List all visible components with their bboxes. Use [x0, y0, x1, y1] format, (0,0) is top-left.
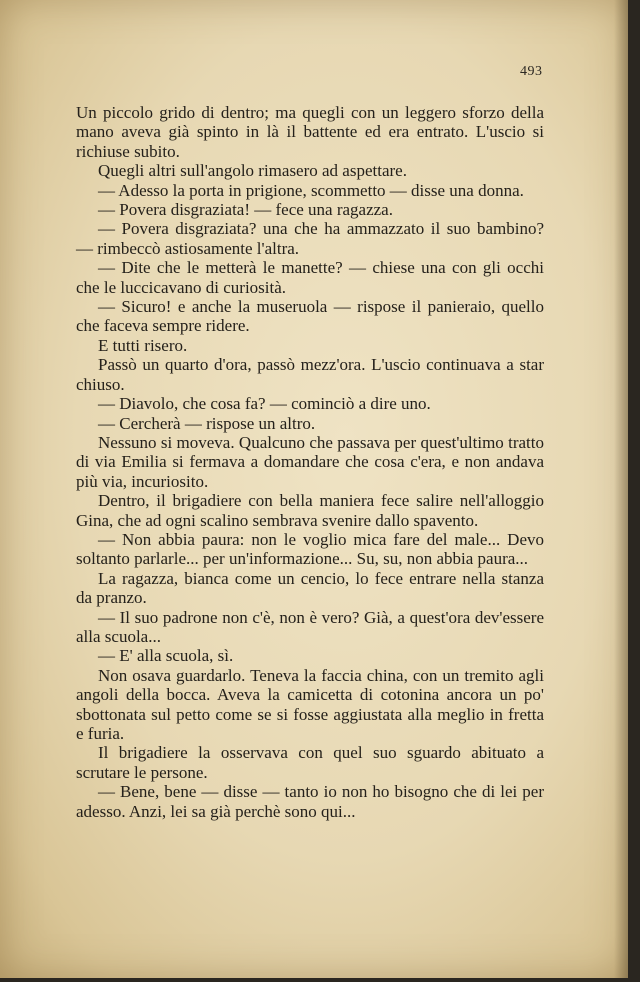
paragraph: E tutti risero.	[98, 335, 188, 355]
paragraph: Quegli altri sull'angolo rimasero ad aspettare.	[98, 161, 407, 181]
paragraph: — Povera disgraziata! — fece una ragazza.	[98, 200, 393, 220]
paragraph: — Bene, bene — disse — tanto io non ho bisogno che di lei per adesso. Anzi, lei sa già perchè sono qui...	[76, 782, 544, 821]
paragraph: Il brigadiere la osservava con quel suo sguardo abituato a scrutare le persone.	[76, 743, 544, 782]
paragraph: — Cercherà — rispose un altro.	[98, 413, 316, 433]
paragraph: La ragazza, bianca come un cencio, lo fece entrare nella stanza da pranzo.	[76, 568, 544, 608]
paragraph: — Dite che le metterà le manette? — chiese una con gli occhi che le luccicavano di curiosità.	[76, 258, 544, 297]
paragraph: — Povera disgraziata? una che ha ammazzato il suo bambino? — rimbeccò astiosamente l'altra.	[76, 219, 544, 258]
page-body-text	[76, 103, 544, 821]
page-number: 493	[520, 64, 543, 79]
paragraph: — Diavolo, che cosa fa? — cominciò a dire uno.	[98, 394, 431, 414]
paragraph: Non osava guardarlo. Teneva la faccia china, con un tremito agli angoli della bocca. Aveva la camicetta di cotonina ancora un po' sbottonata sul petto come se si fosse aggiustata alla meglio in fretta e furia.	[76, 665, 544, 743]
paragraph: — Non abbia paura: non le voglio mica fare del male... Devo soltanto parlarle... per un'informazione... Su, su, non abbia paura...	[76, 529, 544, 569]
paragraph: Passò un quarto d'ora, passò mezz'ora. L'uscio continuava a star chiuso.	[76, 355, 544, 394]
paragraph: Nessuno si moveva. Qualcuno che passava per quest'ultimo tratto di via Emilia si fermava a domandare che cosa c'era, e non andava più via, incuriosito.	[76, 432, 544, 491]
paragraph: — E' alla scuola, sì.	[98, 646, 234, 666]
paragraph: — Il suo padrone non c'è, non è vero? Già, a quest'ora dev'essere alla scuola...	[76, 607, 544, 646]
paragraph: — Adesso la porta in prigione, scommetto — disse una donna.	[98, 180, 524, 200]
paragraph: — Sicuro! e anche la museruola — rispose il panieraio, quello che faceva sempre ridere.	[76, 297, 544, 336]
paragraph: Dentro, il brigadiere con bella maniera fece salire nell'alloggio Gina, che ad ogni scalino sembrava svenire dallo spavento.	[76, 491, 544, 530]
paragraph: Un piccolo grido di dentro; ma quegli con un leggero sforzo della mano aveva già spinto in là il battente ed era entrato. L'uscio si richiuse subito.	[76, 103, 544, 161]
